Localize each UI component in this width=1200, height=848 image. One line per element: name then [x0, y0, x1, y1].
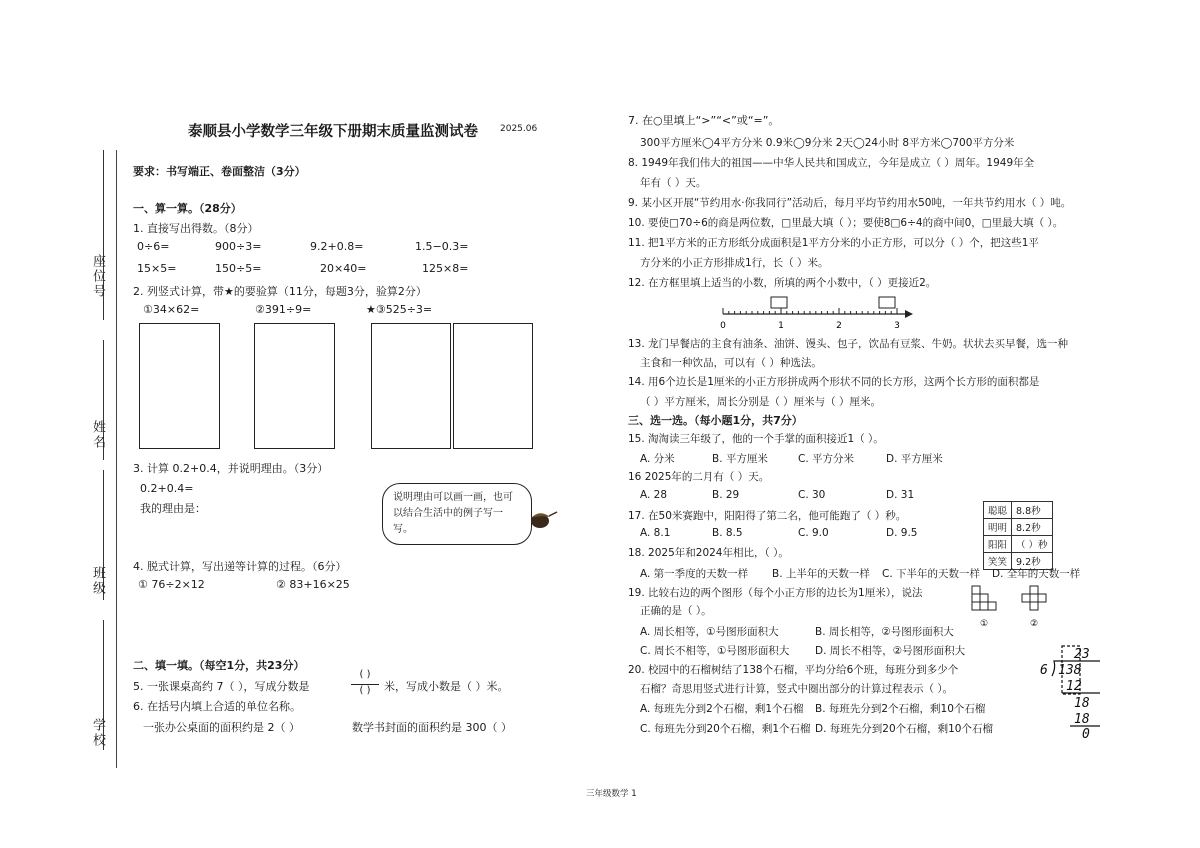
- school-label: 学校: [90, 718, 105, 748]
- option-a[interactable]: A. 8.1: [640, 527, 671, 539]
- q2-item: ①34×62=: [143, 303, 200, 316]
- option-d[interactable]: D. 每班先分到20个石榴，剩10个石榴: [815, 723, 993, 735]
- tick-label: 1: [778, 321, 784, 331]
- step-2: 18: [1074, 712, 1090, 727]
- option-d[interactable]: D. 31: [886, 489, 915, 501]
- q1-title: 1. 直接写出得数。（8分）: [133, 222, 259, 235]
- long-division: [1034, 644, 1106, 740]
- q14-text-b: （ ）平方厘米，周长分别是（ ）厘米与（ ）厘米。: [640, 396, 882, 408]
- q19-text-a: 19. 比较右边的两个图形（每个小正方形的边长为1厘米），说法: [628, 587, 923, 599]
- check-box-3[interactable]: [453, 323, 533, 449]
- runner-time: （ ）秒: [1012, 536, 1053, 553]
- requirement: 要求：书写端正、卷面整洁（3分）: [133, 165, 306, 178]
- exam-date: 2025.06: [500, 124, 538, 134]
- option-d[interactable]: D. 9.5: [886, 527, 918, 539]
- number-line: [715, 292, 915, 332]
- q7-items: 300平方厘米◯4平方分米 0.9米◯9分米 2天◯24小时 8平方米◯700平方分米: [640, 137, 1015, 149]
- q2-item: ②391÷9=: [255, 303, 312, 316]
- tick-label: 0: [720, 321, 726, 331]
- q13-text-b: 主食和一种饮品，可以有（ ）种选法。: [640, 357, 822, 369]
- q9-text: 9. 某小区开展“节约用水·你我同行”活动后，每月平均节约用水50吨，一年共节约用水（ ）吨。: [628, 197, 1072, 209]
- q5-numerator[interactable]: ( ): [359, 669, 371, 680]
- runner-name: 聪聪: [984, 502, 1012, 519]
- q19-text-b: 正确的是（ ）。: [640, 605, 712, 617]
- runner-time: 9.2秒: [1012, 553, 1053, 570]
- runner-name: 阳阳: [984, 536, 1012, 553]
- q2-item: ★③525÷3=: [366, 303, 433, 316]
- acorn-icon: [526, 506, 562, 532]
- tick-label: 2: [836, 321, 842, 331]
- q18-text: 18. 2025年和2024年相比，（ ）。: [628, 547, 789, 559]
- q5-denominator[interactable]: ( ): [359, 685, 371, 696]
- option-b[interactable]: B. 每班先分到2个石榴，剩10个石榴: [815, 703, 986, 715]
- answer-box[interactable]: [879, 297, 895, 308]
- q6-item-a: 一张办公桌面的面积约是 2（ ）: [143, 721, 300, 734]
- option-c[interactable]: C. 平方分米: [798, 453, 855, 465]
- oral-item: 9.2+0.8=: [310, 240, 364, 253]
- section-2-title: 二、填一填。（每空1分，共23分）: [133, 659, 305, 672]
- grid-figures: [966, 582, 1056, 630]
- option-c[interactable]: C. 30: [798, 489, 826, 501]
- q2-title: 2. 列竖式计算，带★的要验算（11分，每题3分，验算2分）: [133, 285, 427, 298]
- option-b[interactable]: B. 8.5: [712, 527, 743, 539]
- option-c[interactable]: C. 下半年的天数一样: [882, 568, 981, 580]
- section-3-title: 三、选一选。（每小题1分，共7分）: [628, 414, 803, 427]
- remainder-2: 0: [1082, 727, 1090, 740]
- q8-text-b: 年有（ ）天。: [640, 177, 707, 189]
- work-box-3[interactable]: [371, 323, 451, 449]
- oral-item: 0÷6=: [137, 240, 170, 253]
- option-b[interactable]: B. 周长相等，②号图形面积大: [815, 626, 954, 638]
- q3-reason: 我的理由是：: [140, 502, 206, 515]
- class-label: 班级: [90, 566, 105, 596]
- q4-title: 4. 脱式计算，写出递等计算的过程。（6分）: [133, 560, 347, 573]
- answer-box[interactable]: [771, 297, 787, 308]
- table-row: [984, 519, 1053, 536]
- table-row: [984, 536, 1053, 553]
- q11-text-b: 方分米的小正方形排成1行，长（ ）米。: [640, 257, 829, 269]
- q4-item-b: ② 83+16×25: [276, 578, 350, 591]
- step-1: 12: [1066, 679, 1082, 694]
- q20-text-a: 20. 校园中的石榴树结了138个石榴，平均分给6个班，每班分到多少个: [628, 664, 959, 676]
- oral-item: 1.5−0.3=: [415, 240, 469, 253]
- q5-text-a: 5. 一张课桌高约 7（ ），写成分数是: [133, 680, 310, 693]
- remainder-1: 18: [1074, 696, 1090, 711]
- option-d[interactable]: D. 平方厘米: [886, 453, 943, 465]
- work-box-1[interactable]: [139, 323, 220, 449]
- runner-name: 明明: [984, 519, 1012, 536]
- figure-label-2: ②: [1029, 619, 1039, 629]
- runner-time: 8.8秒: [1012, 502, 1053, 519]
- q12-text: 12. 在方框里填上适当的小数，所填的两个小数中，（ ）更接近2。: [628, 277, 937, 289]
- q14-text-a: 14. 用6个边长是1厘米的小正方形拼成两个形状不同的长方形，这两个长方形的面积都是: [628, 376, 1040, 388]
- q5-text-b: 米，写成小数是（ ）米。: [384, 680, 509, 693]
- figure-label-1: ①: [979, 619, 989, 629]
- runner-time: 8.2秒: [1012, 519, 1053, 536]
- option-c[interactable]: C. 9.0: [798, 527, 829, 539]
- q3-title: 3. 计算 0.2+0.4，并说明理由。（3分）: [133, 462, 329, 475]
- oral-item: 900÷3=: [215, 240, 262, 253]
- page-footer: 三年级数学 1: [586, 789, 637, 799]
- option-c[interactable]: C. 周长不相等，①号图形面积大: [640, 645, 790, 657]
- option-b[interactable]: B. 29: [712, 489, 740, 501]
- race-table: [983, 501, 1053, 570]
- divisor: 6: [1040, 663, 1048, 678]
- dividend: 138: [1058, 663, 1082, 678]
- name-label: 姓名: [90, 420, 105, 450]
- oral-item: 20×40=: [320, 262, 367, 275]
- q13-text-a: 13. 龙门早餐店的主食有油条、油饼、馒头、包子，饮品有豆浆、牛奶。状状去买早餐，选一种: [628, 338, 1069, 350]
- q7-title: 7. 在○里填上“>”“<”或“=”。: [628, 114, 780, 127]
- option-d[interactable]: D. 周长不相等，②号图形面积大: [815, 645, 966, 657]
- oral-item: 125×8=: [422, 262, 469, 275]
- option-d[interactable]: D. 全年的天数一样: [992, 568, 1081, 580]
- option-b[interactable]: B. 上半年的天数一样: [772, 568, 870, 580]
- option-a[interactable]: A. 第一季度的天数一样: [640, 568, 749, 580]
- hint-bubble: 说明理由可以画一画，也可以结合生活中的例子写一写。: [382, 483, 532, 545]
- runner-name: 笑笑: [984, 553, 1012, 570]
- seat-label: 座位号: [90, 254, 105, 299]
- q16-text: 16 2025年的二月有（ ）天。: [628, 471, 770, 483]
- q15-text: 15. 淘淘读三年级了，他的一个手掌的面积接近1（ ）。: [628, 433, 884, 445]
- option-a[interactable]: A. 周长相等，①号图形面积大: [640, 626, 779, 638]
- quotient: 23: [1074, 647, 1090, 662]
- oral-item: 15×5=: [137, 262, 177, 275]
- table-row: [984, 502, 1053, 519]
- binding-line: [116, 150, 117, 768]
- option-c[interactable]: C. 每班先分到20个石榴，剩1个石榴: [640, 723, 811, 735]
- option-a[interactable]: A. 每班先分到2个石榴，剩1个石榴: [640, 703, 804, 715]
- option-a[interactable]: A. 分米: [640, 453, 675, 465]
- q20-text-b: 石榴？奇思用竖式进行计算，竖式中圈出部分的计算过程表示（ ）。: [640, 683, 954, 695]
- q11-text-a: 11. 把1平方米的正方形纸分成面积是1平方分米的小正方形，可以分（ ）个，把这些1平: [628, 237, 1039, 249]
- option-b[interactable]: B. 平方厘米: [712, 453, 768, 465]
- q4-item-a: ① 76÷2×12: [138, 578, 205, 591]
- oral-item: 150÷5=: [215, 262, 262, 275]
- q6-item-b: 数学书封面的面积约是 300（ ）: [352, 721, 512, 734]
- section-1-title: 一、算一算。（28分）: [133, 202, 242, 215]
- q8-text-a: 8. 1949年我们伟大的祖国——中华人民共和国成立，今年是成立（ ）周年。1949年全: [628, 157, 1035, 169]
- page-title: 泰顺县小学数学三年级下册期末质量监测试卷: [188, 124, 478, 140]
- work-box-2[interactable]: [254, 323, 335, 449]
- q3-expression: 0.2+0.4=: [140, 482, 194, 495]
- q17-text: 17. 在50米赛跑中，阳阳得了第二名，他可能跑了（ ）秒。: [628, 510, 907, 522]
- q10-text: 10. 要使□70÷6的商是两位数，□里最大填（ ）；要使8□6÷4的商中间0，□里最大填（ ）。: [628, 217, 1064, 229]
- q6-title: 6. 在括号内填上合适的单位名称。: [133, 700, 301, 713]
- tick-label: 3: [894, 321, 900, 331]
- option-a[interactable]: A. 28: [640, 489, 668, 501]
